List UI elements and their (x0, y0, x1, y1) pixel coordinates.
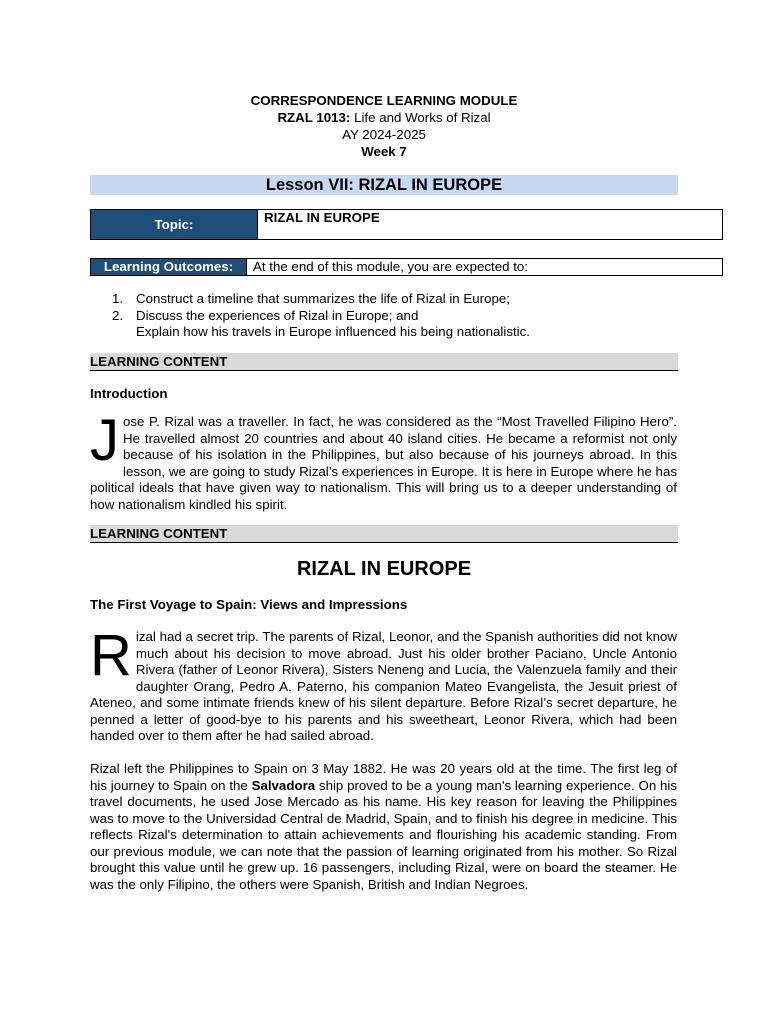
section-subheading: The First Voyage to Spain: Views and Impressions (90, 597, 408, 612)
academic-year: AY 2024-2025 (342, 127, 426, 142)
list-number: 2. (112, 307, 124, 323)
paragraph-text: izal had a secret trip. The parents of Rizal, Leonor, and the Spanish authorities did not know much about his decision to move abroad. Just his older brother Paciano, Uncle Antonio Rivera (father of Leonor Rivera), Sisters Neneng and Lucia, the Valenzuela family and their daughter Orang, Pedro A. Paterno, his companion Mateo Evangelista, the Jesuit priest of Ateneo, and some intimate friends knew of his silent departure. Before Rizal’s secret departure, he penned a letter of good-bye to his parents and his sweetheart, Leonor Rivera, which had been handed over to them after he had sailed abroad. (90, 629, 677, 743)
module-heading: CORRESPONDENCE LEARNING MODULE (250, 93, 518, 108)
section-heading: LEARNING CONTENT (90, 525, 678, 543)
intro-paragraph (90, 408, 677, 513)
course-code: RZAL 1013: (277, 110, 351, 125)
course-line (0, 110, 768, 127)
drop-cap: J (90, 408, 119, 473)
ship-name: Salvadora (251, 777, 316, 793)
list-item (112, 324, 732, 341)
topic-value: RIZAL IN EUROPE (257, 210, 722, 239)
list-text: Explain how his travels in Europe influenced his being nationalistic. (136, 324, 530, 339)
drop-cap: R (90, 623, 132, 688)
paragraph-text: ose P. Rizal was a traveller. In fact, he was considered as the “Most Travelled Filipino Hero”. He travelled almost 20 countries and about 40 island cities. He became a reformist not only because of his isolation in the Philippines, but also because of his journeys abroad. In this lesson, we are going to study Rizal’s experiences in Europe. It is here in Europe where he has political ideals that have given way to nationalism. This will bring us to a deeper understanding of how nationalism kindled his spirit. (90, 414, 677, 512)
lesson-title: Lesson VII: RIZAL IN EUROPE (90, 175, 678, 195)
body-paragraph (90, 623, 677, 745)
list-text: Discuss the experiences of Rizal in Europe; and (136, 307, 419, 323)
list-number: 1. (112, 291, 124, 306)
outcomes-list (112, 291, 732, 341)
topic-table (90, 209, 723, 240)
list-text: Construct a timeline that summarizes the life of Rizal in Europe; (136, 291, 510, 306)
week-label: Week 7 (361, 144, 407, 159)
list-item (112, 308, 732, 325)
learning-outcomes-label: Learning Outcomes: (91, 259, 246, 275)
list-item (112, 291, 732, 308)
body-paragraph (90, 761, 677, 893)
paragraph-text: ship proved to be a young man's learning experience. On his travel documents, he used Jose Mercado as his name. His key reason for leaving the Philippines was to move to the Universidad Central de Madrid, Spain, and to finish his degree in medicine. This reflects Rizal's determination to attain achievements and flourishing his academic standing. From our previous module, we can note that the passion of learning originated from his mother. So Rizal brought this value until he grew up. 16 passengers, including Rizal, were on board the steamer. He was the only Filipino, the others were Spanish, British and Indian Negroes. (90, 777, 677, 892)
topic-label: Topic: (91, 210, 257, 239)
course-title: Life and Works of Rizal (350, 110, 491, 125)
paragraph-text: Rizal left the Philippines to Spain on 3 May 1882. He was 20 years old at the time. The first leg of his journey to Spain on the (90, 761, 677, 793)
chapter-title: RIZAL IN EUROPE (296, 558, 472, 580)
learning-outcomes-intro: At the end of this module, you are expected to: (246, 259, 722, 275)
section-heading: LEARNING CONTENT (90, 353, 678, 371)
learning-outcomes-table (90, 258, 723, 276)
section-subheading: Introduction (90, 386, 168, 401)
